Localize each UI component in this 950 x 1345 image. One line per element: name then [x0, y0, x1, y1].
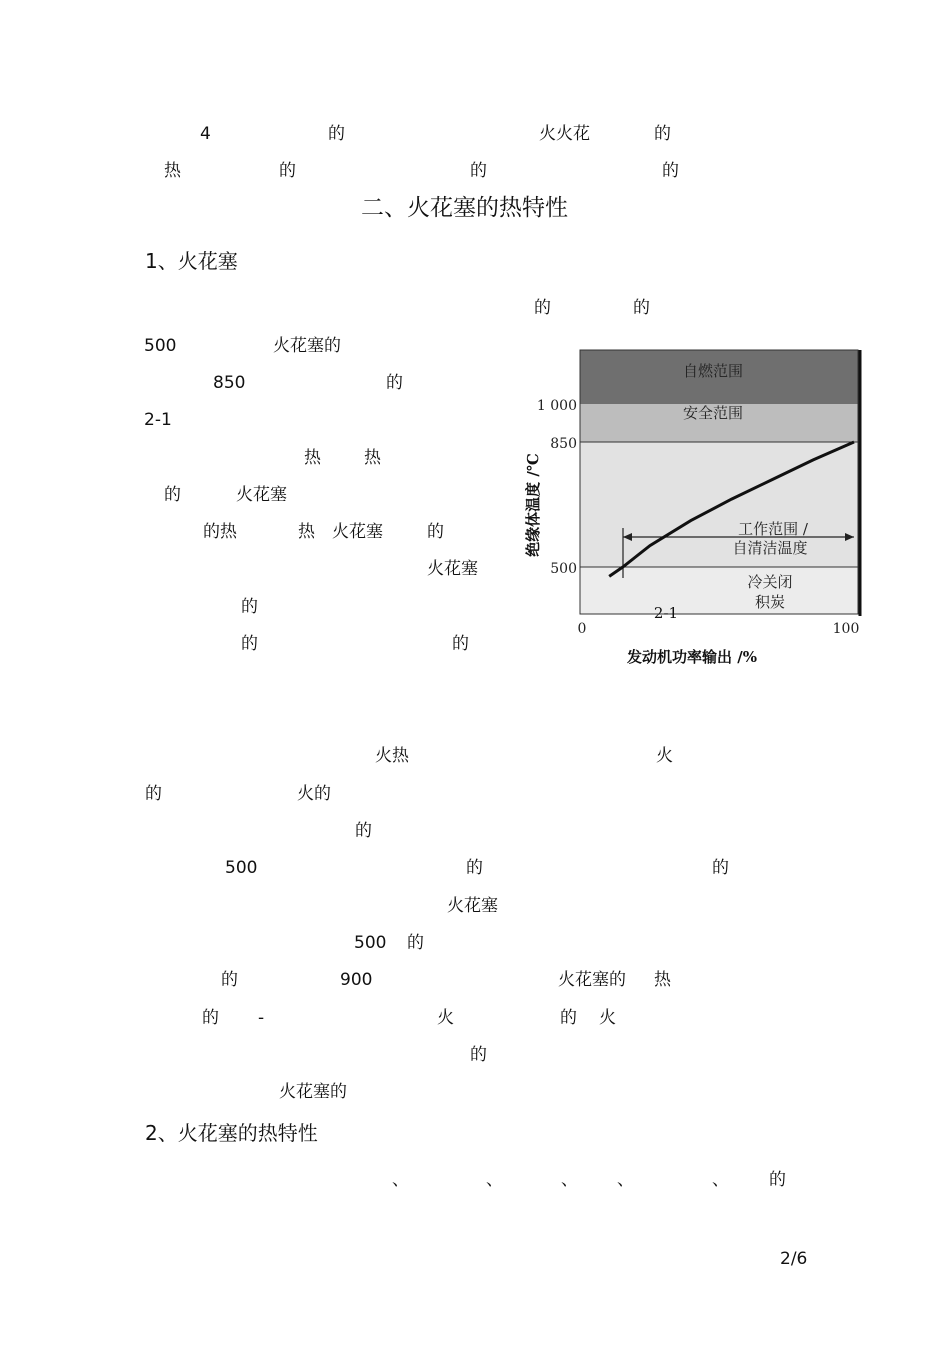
body-text: 的 [145, 784, 162, 804]
body-text: 的 [712, 858, 729, 878]
left-text: 火花塞 [332, 522, 383, 542]
zone-label-cold: 冷关闭 [747, 573, 793, 591]
body-text: 的 [407, 933, 424, 953]
intro-1-c: 火火花 [539, 124, 590, 144]
intro-2-c: 的 [470, 161, 487, 181]
band-label-1: 工作范围 / [738, 520, 808, 538]
left-text: 火花塞 [236, 485, 287, 505]
left-text: 热 [364, 448, 381, 468]
left-text: 的 [452, 634, 469, 654]
left-text: 的 [164, 485, 181, 505]
list-separator: 、 [561, 1170, 578, 1190]
body-text: 火热 [375, 746, 409, 766]
body-text: 900 [340, 970, 373, 990]
zone-band-2 [580, 567, 858, 614]
y-tick-500: 500 [550, 561, 577, 577]
x-tick-0: 0 [577, 621, 587, 637]
body-text: 火花塞的 [558, 970, 626, 990]
left-text: 2-1 [144, 410, 172, 430]
body-text: 热 [654, 970, 671, 990]
left-text: 的 [534, 298, 551, 318]
body-text: 500 [354, 933, 387, 953]
y-tick-1000: 1 000 [536, 398, 577, 414]
band-label-2: 自清洁温度 [732, 539, 808, 557]
figure-label: 2-1 [653, 604, 679, 622]
left-text: 火花塞 [427, 559, 478, 579]
left-text: 热 [298, 522, 315, 542]
y-axis-label: 绝缘体温度 /℃ [524, 453, 542, 557]
body-text: 500 [225, 858, 258, 878]
x-tick-100: 100 [832, 621, 860, 637]
zone-label-safe: 安全范围 [682, 404, 744, 422]
subsection-2-title: 2、火花塞的热特性 [145, 1121, 318, 1145]
list-separator: 、 [712, 1170, 729, 1190]
intro-1-b: 的 [328, 124, 345, 144]
body-text: 的 [355, 821, 372, 841]
body-text: 火 [656, 746, 673, 766]
list-separator: 、 [617, 1170, 634, 1190]
intro-1-a: 4 [200, 124, 211, 144]
body-text: 火花塞的 [279, 1082, 347, 1102]
left-text: 的 [241, 634, 258, 654]
left-text: 850 [213, 373, 246, 393]
body-text: 的 [560, 1008, 577, 1028]
left-text: 热 [304, 448, 321, 468]
intro-1-d: 的 [654, 124, 671, 144]
body-text: 的 [470, 1045, 487, 1065]
body-text: 火 [599, 1008, 616, 1028]
left-text: 的 [386, 373, 403, 393]
body-text: 火的 [297, 784, 331, 804]
body-text: 的 [202, 1008, 219, 1028]
page-number: 2/6 [780, 1249, 808, 1269]
body-text: 的 [466, 858, 483, 878]
subsection-1-title: 1、火花塞 [145, 249, 238, 273]
left-text: 的热 [203, 522, 237, 542]
left-text: 火花塞的 [273, 336, 341, 356]
x-axis-label: 发动机功率输出 /% [627, 648, 757, 666]
intro-2-a: 热 [164, 161, 181, 181]
left-text: 的 [633, 298, 650, 318]
list-separator: 、 [486, 1170, 503, 1190]
temperature-chart [520, 340, 870, 670]
body-text: 火 [437, 1008, 454, 1028]
left-text: 的 [427, 522, 444, 542]
left-text: 500 [144, 336, 177, 356]
zone-label-autoignition: 自燃范围 [682, 362, 744, 380]
section-title: 二、火花塞的热特性 [361, 195, 568, 221]
y-tick-850: 850 [550, 436, 577, 452]
zone-label-carbon: 积炭 [754, 593, 786, 611]
left-text: 的 [241, 597, 258, 617]
body-text: - [258, 1008, 265, 1028]
intro-2-b: 的 [279, 161, 296, 181]
list-separator: 、 [392, 1170, 409, 1190]
body-text: 的 [221, 970, 238, 990]
list-separator: 的 [769, 1170, 786, 1190]
body-text: 火花塞 [447, 896, 498, 916]
intro-2-d: 的 [662, 161, 679, 181]
